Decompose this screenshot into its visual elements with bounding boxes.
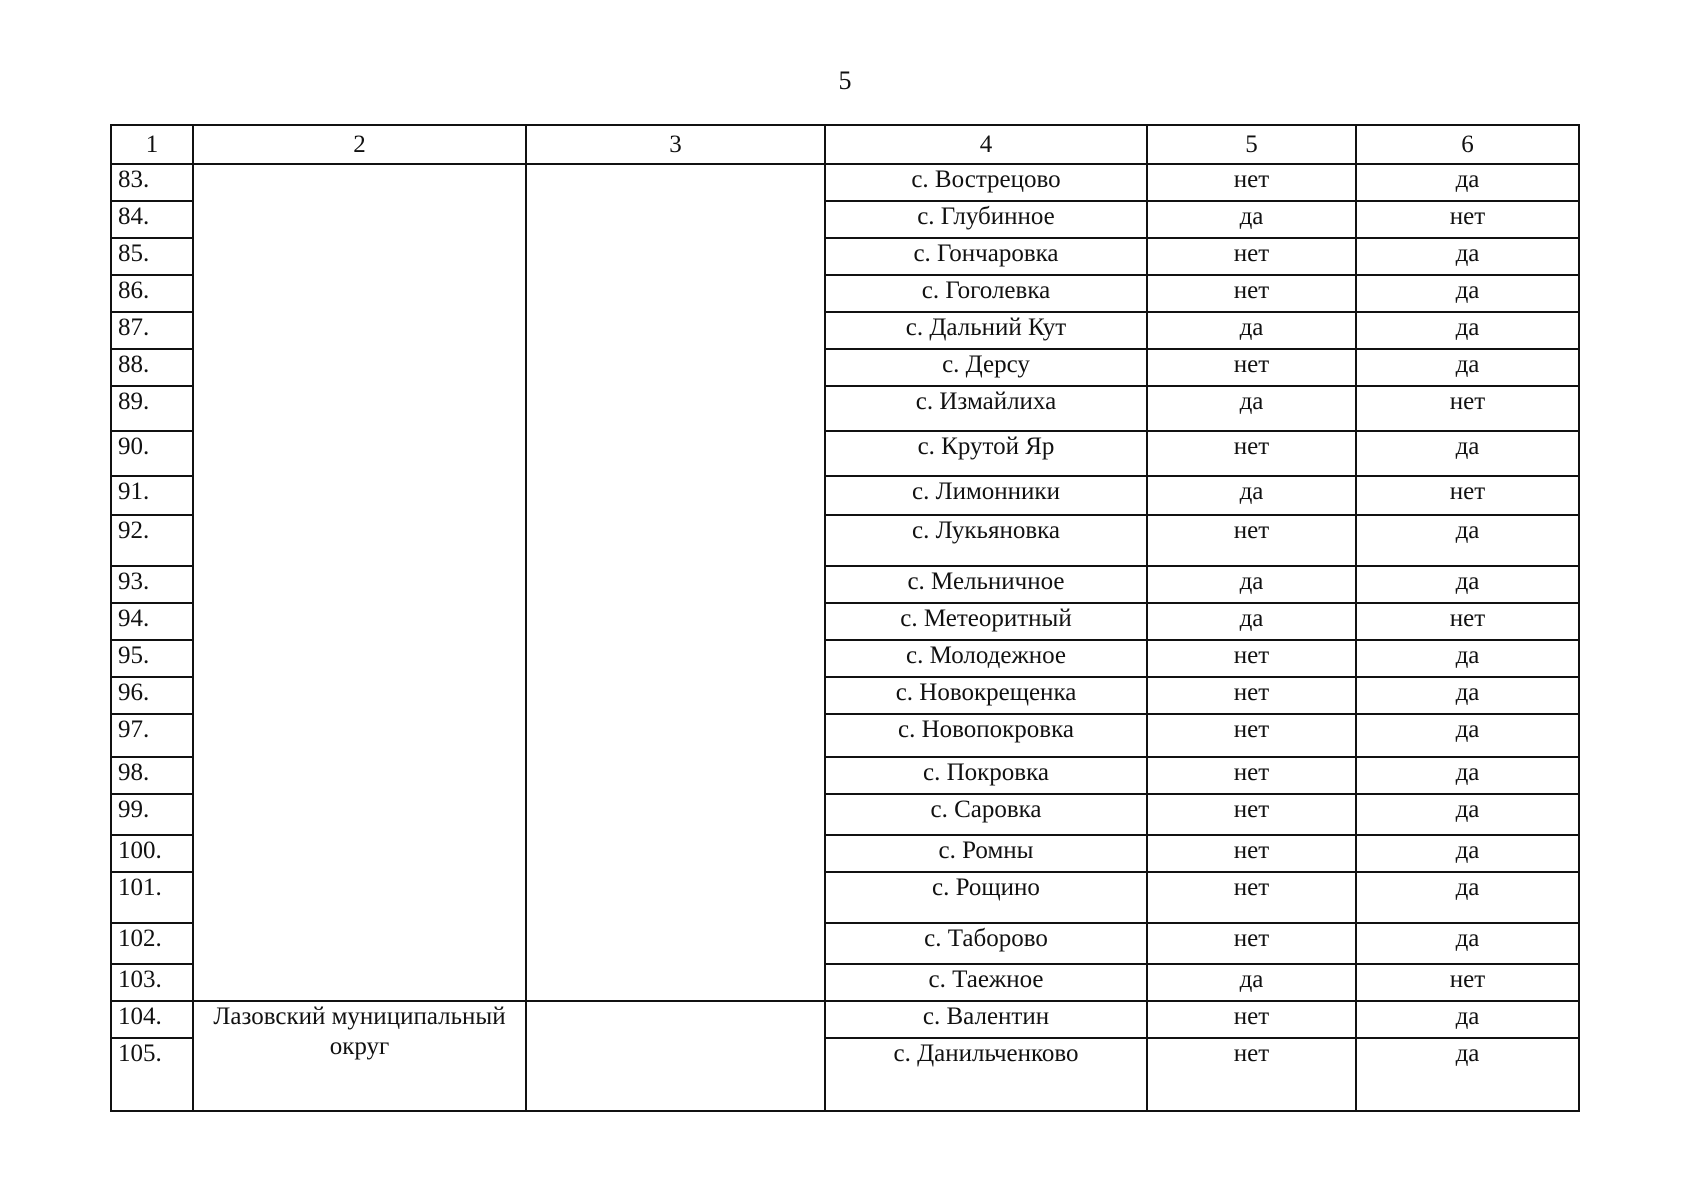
column-6-value: да: [1356, 515, 1579, 566]
column-6-value: да: [1356, 1038, 1579, 1111]
column-6-value: да: [1356, 238, 1579, 275]
settlement-name: с. Лукьяновка: [825, 515, 1147, 566]
settlement-name: с. Гончаровка: [825, 238, 1147, 275]
column-5-value: нет: [1147, 923, 1356, 964]
settlement-name: с. Новокрещенка: [825, 677, 1147, 714]
column-5-value: да: [1147, 476, 1356, 515]
settlements-table: [110, 124, 1580, 1112]
column-6-value: нет: [1356, 964, 1579, 1001]
column-5-value: да: [1147, 964, 1356, 1001]
settlement-name: с. Саровка: [825, 794, 1147, 835]
settlement-name: с. Валентин: [825, 1001, 1147, 1038]
settlement-name: с. Покровка: [825, 757, 1147, 794]
row-number: 103.: [111, 964, 193, 1001]
column-5-value: да: [1147, 566, 1356, 603]
row-number: 104.: [111, 1001, 193, 1038]
row-number: 90.: [111, 431, 193, 476]
settlement-name: с. Новопокровка: [825, 714, 1147, 757]
table-header-row: [111, 125, 1579, 164]
settlement-name: с. Лимонники: [825, 476, 1147, 515]
column-5-value: да: [1147, 603, 1356, 640]
column-5-value: нет: [1147, 431, 1356, 476]
column-6-value: да: [1356, 164, 1579, 201]
column-6-value: да: [1356, 349, 1579, 386]
column-6-value: да: [1356, 794, 1579, 835]
column-6-value: да: [1356, 431, 1579, 476]
column-6-value: да: [1356, 566, 1579, 603]
column-6-value: да: [1356, 872, 1579, 923]
table-row: [111, 164, 1579, 201]
column-5-value: нет: [1147, 872, 1356, 923]
row-number: 95.: [111, 640, 193, 677]
column-6-value: да: [1356, 677, 1579, 714]
settlement-name: с. Ромны: [825, 835, 1147, 872]
row-number: 93.: [111, 566, 193, 603]
settlement-name: с. Вострецово: [825, 164, 1147, 201]
column-5-value: нет: [1147, 640, 1356, 677]
column-6-value: да: [1356, 923, 1579, 964]
column-5-value: нет: [1147, 515, 1356, 566]
column-6-value: да: [1356, 275, 1579, 312]
column-5-value: нет: [1147, 835, 1356, 872]
column-6-value: нет: [1356, 201, 1579, 238]
row-number: 98.: [111, 757, 193, 794]
column-5-value: нет: [1147, 794, 1356, 835]
settlement-name: с. Крутой Яр: [825, 431, 1147, 476]
header-col-3: 3: [526, 125, 825, 164]
row-number: 89.: [111, 386, 193, 431]
column-5-value: нет: [1147, 714, 1356, 757]
column-6-value: нет: [1356, 603, 1579, 640]
row-number: 83.: [111, 164, 193, 201]
column-5-value: нет: [1147, 677, 1356, 714]
table-row: [111, 1001, 1579, 1038]
row-number: 94.: [111, 603, 193, 640]
settlement-name: с. Глубинное: [825, 201, 1147, 238]
row-number: 105.: [111, 1038, 193, 1111]
row-number: 85.: [111, 238, 193, 275]
row-number: 91.: [111, 476, 193, 515]
column-3-cell-empty: [526, 1001, 825, 1111]
column-5-value: нет: [1147, 238, 1356, 275]
header-col-1: 1: [111, 125, 193, 164]
column-6-value: да: [1356, 312, 1579, 349]
row-number: 99.: [111, 794, 193, 835]
settlement-name: с. Рощино: [825, 872, 1147, 923]
column-5-value: да: [1147, 201, 1356, 238]
settlement-name: с. Дерсу: [825, 349, 1147, 386]
column-6-value: нет: [1356, 386, 1579, 431]
row-number: 86.: [111, 275, 193, 312]
settlement-name: с. Данильченково: [825, 1038, 1147, 1111]
column-5-value: нет: [1147, 349, 1356, 386]
column-6-value: да: [1356, 1001, 1579, 1038]
row-number: 96.: [111, 677, 193, 714]
column-5-value: нет: [1147, 1001, 1356, 1038]
district-cell-lazovsky: Лазовский муниципальный округ: [193, 1001, 526, 1111]
column-3-cell-empty: [526, 164, 825, 1001]
row-number: 88.: [111, 349, 193, 386]
column-6-value: да: [1356, 640, 1579, 677]
header-col-2: 2: [193, 125, 526, 164]
row-number: 100.: [111, 835, 193, 872]
settlement-name: с. Дальний Кут: [825, 312, 1147, 349]
column-6-value: нет: [1356, 476, 1579, 515]
district-cell-empty: [193, 164, 526, 1001]
settlement-name: с. Таборово: [825, 923, 1147, 964]
settlement-name: с. Таежное: [825, 964, 1147, 1001]
column-5-value: да: [1147, 312, 1356, 349]
column-5-value: нет: [1147, 164, 1356, 201]
row-number: 84.: [111, 201, 193, 238]
header-col-6: 6: [1356, 125, 1579, 164]
settlement-name: с. Метеоритный: [825, 603, 1147, 640]
settlement-name: с. Молодежное: [825, 640, 1147, 677]
settlement-name: с. Мельничное: [825, 566, 1147, 603]
column-5-value: нет: [1147, 275, 1356, 312]
column-5-value: нет: [1147, 757, 1356, 794]
row-number: 87.: [111, 312, 193, 349]
row-number: 101.: [111, 872, 193, 923]
column-6-value: да: [1356, 757, 1579, 794]
row-number: 102.: [111, 923, 193, 964]
settlement-name: с. Измайлиха: [825, 386, 1147, 431]
page-number: 5: [838, 66, 852, 95]
header-col-4: 4: [825, 125, 1147, 164]
column-5-value: да: [1147, 386, 1356, 431]
settlement-name: с. Гоголевка: [825, 275, 1147, 312]
header-col-5: 5: [1147, 125, 1356, 164]
column-6-value: да: [1356, 714, 1579, 757]
row-number: 92.: [111, 515, 193, 566]
row-number: 97.: [111, 714, 193, 757]
column-5-value: нет: [1147, 1038, 1356, 1111]
column-6-value: да: [1356, 835, 1579, 872]
